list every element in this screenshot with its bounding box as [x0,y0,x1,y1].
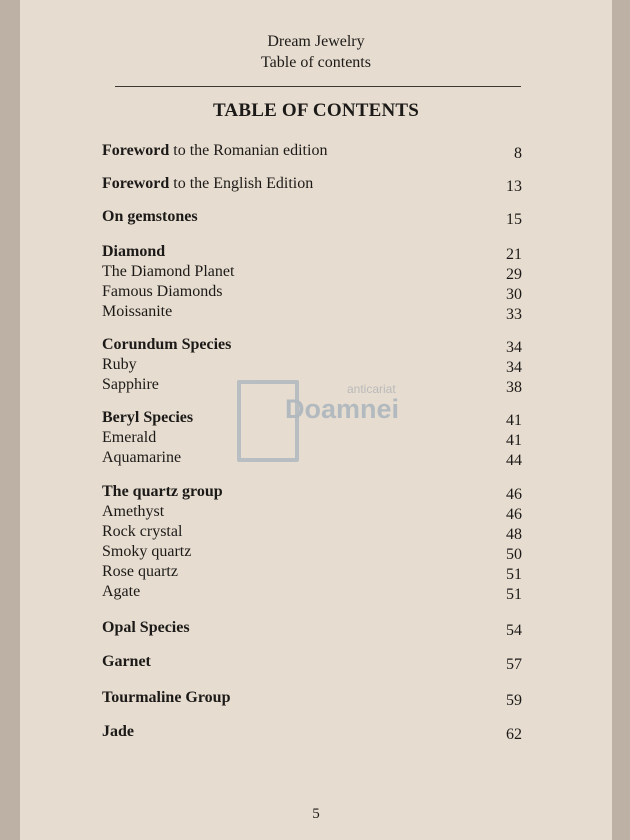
toc-entry-bold-text: Diamond [102,243,166,260]
toc-entry-page-number: 48 [506,526,522,543]
toc-entry-text: Smoky quartz [102,543,192,560]
toc-entry-text: Moissanite [102,303,173,320]
toc-entry-text: to the Romanian edition [169,142,328,159]
toc-entry-label [102,583,140,601]
toc-entry-bold-text: Corundum Species [102,336,232,353]
toc-entry [102,208,522,228]
toc-entry-label [102,336,231,354]
toc-entry [102,543,522,563]
toc-entry-text: Emerald [102,429,157,446]
toc-entry-bold-text: Tourmaline Group [102,689,231,706]
toc-entry-text: Sapphire [102,376,159,393]
header-divider [115,86,521,87]
book-page [20,0,612,840]
toc-entry-page-number: 21 [506,246,522,263]
toc-entry-label [102,263,234,281]
toc-entry-page-number: 41 [506,412,522,429]
toc-entry-text: Ruby [102,356,137,373]
toc-entry-page-number: 57 [506,656,522,673]
toc-entry-text: Agate [102,583,141,600]
toc-entry-label [102,409,193,427]
watermark-big-text: Doamnei [285,394,400,424]
toc-entry-page-number: 59 [506,692,522,709]
toc-entry [102,303,522,323]
toc-entry-label [102,356,137,374]
toc-entry-page-number: 62 [506,726,522,743]
toc-entry [102,523,522,543]
toc-entry-label [102,208,198,226]
toc-entry-label [102,175,313,193]
toc-entry [102,356,522,376]
toc-entry-text: to the English Edition [169,175,314,192]
toc-entry-label [102,523,182,541]
toc-entry-label [102,376,159,394]
toc-entry-bold-text: Foreword [102,142,170,159]
toc-entry-label [102,449,181,467]
toc-entry-text: Amethyst [102,503,165,520]
toc-entry [102,263,522,283]
toc-entry-text: Famous Diamonds [102,283,223,300]
toc-entry-page-number: 51 [506,566,522,583]
toc-entry [102,689,522,709]
toc-entry-text: The Diamond Planet [102,263,235,280]
toc-entry-page-number: 46 [506,486,522,503]
toc-entry-text: Rose quartz [102,563,178,580]
toc-entry-label [102,429,156,447]
toc-entry-page-number: 38 [506,379,522,396]
toc-heading: TABLE OF CONTENTS [212,100,420,121]
toc-entry-page-number: 8 [514,145,522,162]
toc-entry-label [102,723,134,741]
book-title: Dream Jewelry [267,33,365,50]
toc-entry [102,283,522,303]
toc-entry [102,503,522,523]
toc-entry-label [102,303,172,321]
toc-entry [102,723,522,743]
toc-entry [102,175,522,195]
toc-entry [102,336,522,356]
toc-entry-label [102,619,190,637]
toc-entry-page-number: 15 [506,211,522,228]
page-number: 5 [312,806,320,822]
toc-entry [102,483,522,503]
toc-entry-label [102,653,151,671]
toc-entry [102,563,522,583]
toc-entry-page-number: 50 [506,546,522,563]
toc-entry-page-number: 34 [506,339,522,356]
toc-entry-label [102,543,191,561]
toc-entry-label [102,283,222,301]
toc-entry [102,243,522,263]
watermark-logo [235,378,425,458]
toc-entry [102,583,522,603]
toc-entry-bold-text: The quartz group [102,483,223,500]
toc-entry [102,619,522,639]
toc-entry-page-number: 34 [506,359,522,376]
toc-entry [102,653,522,673]
toc-entry-page-number: 33 [506,306,522,323]
toc-entry-page-number: 13 [506,178,522,195]
toc-entry-bold-text: Foreword [102,175,170,192]
toc-entry-label [102,243,165,261]
toc-entry-page-number: 44 [506,452,522,469]
watermark-small-text: anticariat [347,382,396,396]
toc-entry-text: Aquamarine [102,449,182,466]
toc-entry-label [102,142,327,160]
toc-entry-bold-text: Jade [102,723,134,740]
toc-entry-bold-text: Opal Species [102,619,190,636]
toc-entry-page-number: 41 [506,432,522,449]
toc-entry-page-number: 46 [506,506,522,523]
toc-entry-bold-text: Beryl Species [102,409,194,426]
toc-entry-label [102,503,164,521]
toc-entry-page-number: 29 [506,266,522,283]
toc-entry-label [102,563,178,581]
toc-entry-text: Rock crystal [102,523,183,540]
toc-entry-page-number: 30 [506,286,522,303]
toc-entry-label [102,689,230,707]
toc-entry-bold-text: Garnet [102,653,151,670]
toc-entry-page-number: 51 [506,586,522,603]
toc-entry [102,142,522,162]
toc-entry-label [102,483,223,501]
book-subtitle: Table of contents [261,54,371,71]
toc-entry-bold-text: On gemstones [102,208,198,225]
toc-entry-page-number: 54 [506,622,522,639]
